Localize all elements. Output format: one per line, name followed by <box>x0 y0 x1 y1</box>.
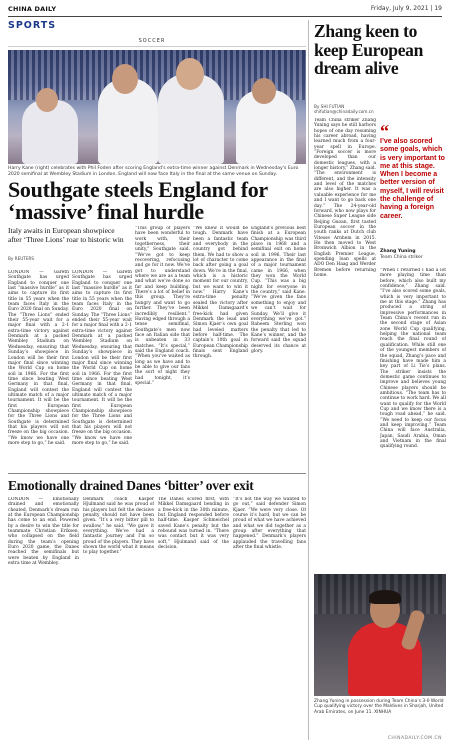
pull-quote-name: Zhang Yuning <box>380 249 416 254</box>
pull-quote-role: Team China striker <box>380 254 423 260</box>
story1-column-3: “We knew it would be tough. Denmark have been a fantastic team and everybody in the country got behind them. We had to show a lot of character to come back after going a goal down. We’re in the final, which is a historic moment for our country, but we want to win it now.” Harry Kane’s extra-time penalty sealed the victory after Mikkel Damsgaard’s free-kick had given Denmark the lead and Simon Kjaer’s own goal had leveled matters before half-time. The captain’s 10th goal in European Championship finals sent England through. <box>193 226 248 360</box>
zhang-byline: By SHI FUTIAN shifutian@chinadaily.com.cn <box>314 104 374 114</box>
masthead-logo: CHINA DAILY <box>8 5 57 13</box>
main-byline: By REUTERS <box>8 256 35 261</box>
story2-column-4: “It’s not the way we wanted to go out,” said defender Simon Kjaer. “We were very close. Of course it’s hard, but we can be proud of what we have achieved and what we did together as a group after everything that happened.” Denmark’s players applauded the travelling fans after the final whistle. <box>233 497 306 551</box>
sub-section-label: SOCCER <box>138 38 166 44</box>
story1-column-1b: LONDON — Gareth Southgate has urged England to conquer one last “massive hurdle” as it aims to capture its first title in 55 years when the team faces Italy in the Euro 2020 final on Sunday. The “Three Lions” ended their 55-year wait for a major final with a 2-1 extra-time victory against Denmark at a packed Wembley Stadium on Wednesday, ensuring that Sunday’s showpiece in London will be their first major final since winning the World Cup on home soil in 1966. For the first time since beating West Germany in that final, England will contest the ultimate match of a major tournament. It will be the first European Championship showpiece for the Three Lions and Southgate is determined that his players will not freeze on the big occasion. “We know we have one more step to go,” he said. <box>72 270 132 446</box>
section-label: SPORTS <box>8 20 57 31</box>
photo-caption: Harry Kane (right) celebrates with Phil Foden after scoring England's extra-time winner against Denmark in Wednesday's Euro 2020 semifinal at Wembley Stadium in London. England will now face Italy in the final at the same venue on Sunday. <box>8 166 299 177</box>
pull-quote-text: I’ve also scored some goals, which is very important to me at this stage. When I become a better version of myself, I will revisit the challenge of having a foreign career. <box>380 138 445 220</box>
story3-column-1: Team China striker Zhang Yuning says he still harbors hopes of one day resuming his career abroad, having learned much from a four-year spell in Europe. “Foreign soccer is more developed than our domestic leagues, with a longer history,” Zhang said. “The environment is different, and the intensity and level of the matches are also higher. It was a valuable experience for me and I want to go back one day.” The 24-year-old forward, who now plays for Chinese Super League side Beijing Guoan, first tasted European soccer in the youth ranks at Dutch club Vitesse Arnhem in 2015. He then moved to West Bromwich Albion in the English Premier League, spending loan spells at ADO Den Haag and Werder Bremen before returning home. <box>314 118 376 278</box>
story2-column-3: The Danes scored first, with Mikkel Damsgaard bending in a free-kick in the 30th minute, but England responded before half-time. Kasper Schmeichel saved Kane’s penalty but the rebound was turned in. “There was contact but it was very soft,” Hjulmand said of the decision. <box>158 497 229 551</box>
zhang-yuning-photo <box>314 574 446 696</box>
story3-column-2: “When I returned I had a lot more playing time than before, which also built my confidence,” Zhang said. “I’ve also scored some goals, which is very important to me at this stage.” Zhang has produced a string of impressive performances in Team China’s recent run in the second stage of Asian zone World Cup qualifying, helping the national team reach the final round of qualification. While still one of the youngest members of the squad, Zhang’s pace and finishing have made him a key part of Li Tie’s plans. The striker insists the domestic game continues to improve and believes young Chinese players should be ambitious. “The team has to continue to work hard. We all want to qualify for the World Cup and we know there is a tough road ahead,” he said. “We need to keep our focus and keep improving.” Team China will face Australia, Japan, Saudi Arabia, Oman and Vietnam in the final qualifying round. <box>380 268 446 450</box>
player-head <box>176 58 204 90</box>
player-hair <box>369 590 401 604</box>
sub-section-rule <box>8 46 306 47</box>
header-rule <box>8 16 442 17</box>
story1-column-4: England’s previous best finish at a European Championship was third place in 1968 and a semifinal exit on home soil in 1996. Their last appearance in the final of a major tournament came in 1966, when they won the World Cup. “This was a big night for everyone in the country,” said Kane. “We’ve given the fans something to enjoy and we can’t wait for Sunday. We’ll give it everything we’ve got.” Raheem Sterling won the penalty that led to Kane’s winner, and the forward said the squad deserved its chance at glory. <box>251 226 306 354</box>
pull-quote <box>380 121 446 221</box>
photo-caption-2: Zhang Yuning in possession during Team China’s 3-0 World Cup qualifying victory over the Maldives in Sharjah, United Arab Emirates, on June 11. XINHUA <box>314 699 444 715</box>
story2-column-2: Denmark coach Kasper Hjulmand said he was proud of his players but felt the decisive penalty should not have been given. “It’s a very bitter pill to swallow,” he said. “We gave it everything. We’ve had a fantastic journey and I’m so proud of the players. They have shown the world what it means to play together.” <box>83 497 154 556</box>
story-divider <box>8 473 306 474</box>
zhang-headline: Zhang keen to keep European dream alive <box>314 21 424 78</box>
column-rule <box>308 20 309 740</box>
page-footer: CHINADAILY.COM.CN <box>387 736 442 741</box>
main-deck: Italy awaits in European showpiece after ‘Three Lions’ roar to historic win <box>8 226 124 244</box>
pull-quote-attribution <box>380 249 446 260</box>
story1-column-1: LONDON — Gareth Southgate has urged England to conquer one last “massive hurdle” as it aims to capture its first title in 55 years when the team faces Italy in the Euro 2020 final on Sunday. The “Three Lions” ended their 55-year wait for a major final with a 2-1 extra-time victory against Denmark at a packed Wembley Stadium on Wednesday, ensuring that Sunday’s showpiece in London will be their first major final since winning the World Cup on home soil in 1966. For the first time since beating West Germany in that final, England will contest the ultimate match of a major tournament. It will be the first European Championship showpiece for the Three Lions and Southgate is determined that his players will not freeze on the big occasion. “We know we have one more step to go,” he said. <box>8 270 69 446</box>
main-headline: Southgate steels England for ‘massive’ final hurdle <box>8 177 268 224</box>
danes-headline: Emotionally drained Danes ‘bitter’ over exit <box>8 478 254 493</box>
story2-column-1: LONDON — Emotionally drained and emotionally cheated, Denmark’s dream run at the European Championship has come to an end. Powered by a desire to win the title for teammate Christian Eriksen, who collapsed on the field during the team’s opening Euro 2020 game, the Danes reached the semifinals but were beaten by England in extra time at Wembley. <box>8 497 79 567</box>
quote-mark-icon: “ <box>380 121 389 141</box>
player-head <box>112 64 138 94</box>
story1-column-2: “This group of players have been wonderful to work with, their togetherness, their unity,” Southgate said. “We’ve got to keep recovering, refocusing and go for it now. We’ve got to understand where we are as a team and what we’ve done so far and keep building. There’s a lot of belief in this group. They’re hungry and want to go further. They’ve been incredibly resilient.” Having edged through a tense semifinal, Southgate’s men now face an Italian side that is unbeaten in 33 matches. “It’s special,” said the England coach. “When you’ve waited as long as we have and to be able to give our fans the sort of night they had tonight, it’s special.” <box>135 226 190 386</box>
player-head <box>36 88 58 112</box>
issue-date: Friday, July 9, 2021 | 19 <box>370 5 442 12</box>
player-head <box>252 78 276 104</box>
england-celebration-photo <box>8 50 306 164</box>
